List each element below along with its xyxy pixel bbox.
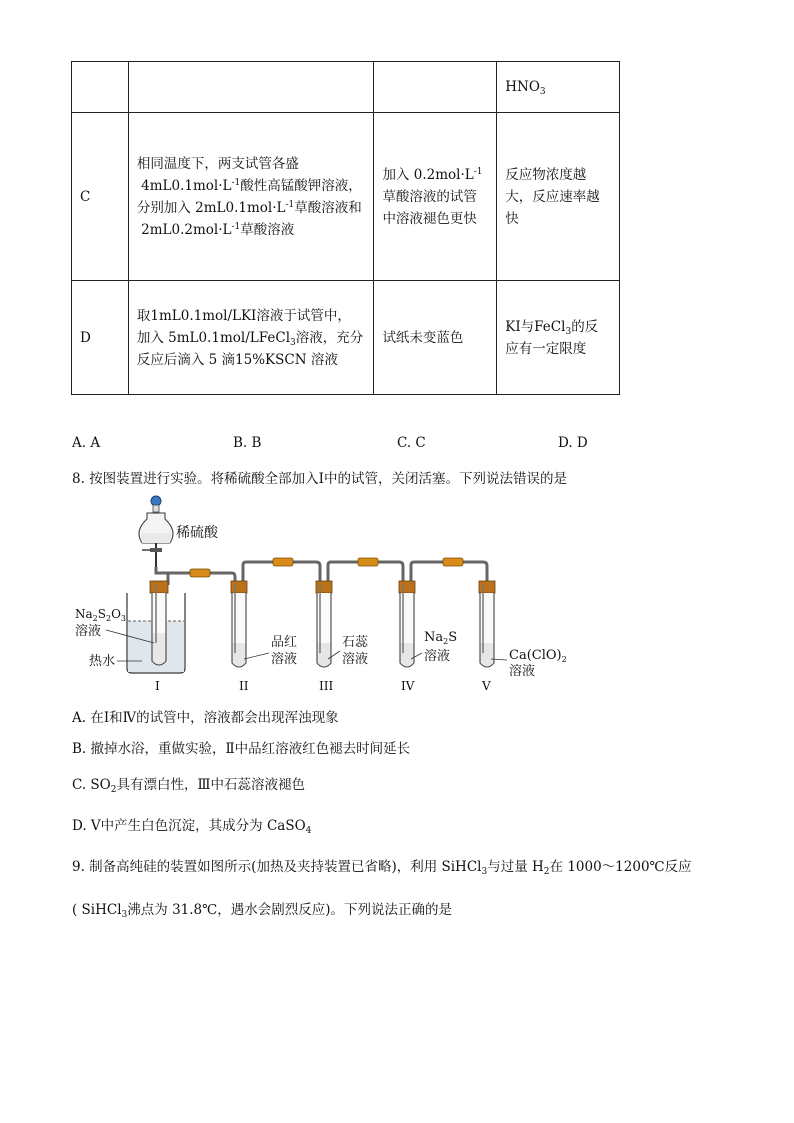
option-c[interactable]: C. C — [397, 435, 426, 451]
hno3-text: HNO — [505, 79, 540, 95]
hot-water-label: 热水 — [89, 654, 116, 669]
test-tube-III — [316, 581, 332, 667]
tube-label-III: III — [319, 679, 334, 693]
conclusion-d: KI与FeCl$_3$的反 应有一定限度 — [497, 281, 620, 395]
solution-label-III: 溶液 — [342, 652, 369, 667]
test-tube-II — [231, 581, 247, 667]
acid-label: 稀硫酸 — [176, 525, 218, 541]
row-label-d: D — [72, 281, 129, 395]
q9-stem-line2: ( SiHCl$_3$沸点为 31.8℃，遇水会剧烈反应)。下列说法正确的是 — [72, 902, 452, 920]
tube-label-I: I — [155, 679, 160, 693]
beaker-tube-I — [127, 581, 185, 673]
table-row — [72, 62, 620, 113]
q8-option-c[interactable]: C. $SO_2$具有漂白性，Ⅲ中石蕊溶液褪色 — [72, 777, 306, 795]
operation-c: 相同温度下，两支试管各盛 $4mL0.1mol\cdot L^{-1}$酸性高锰酸钾溶液， 分别加入 $2mL0.1mol\cdot L^{-1}$草酸溶液和 $2mL0.2mol\cdot L^{-1}$草酸溶液 — [128, 113, 374, 281]
tube-label-IV: IV — [401, 679, 415, 693]
shirui-label: 石蕊 — [342, 635, 369, 650]
q9-stem-line1: 9. 制备高纯硅的装置如图所示(加热及夹持装置已省略)，利用 SiHCl$_3$与过量 $H_2$在 1000～1200℃反应 — [72, 859, 692, 877]
q8-option-d[interactable]: D. Ⅴ中产生白色沉淀，其成分为 CaSO$_4$ — [72, 818, 312, 836]
table-cell — [128, 62, 374, 113]
phenomenon-d: 试纸未变蓝色 — [374, 281, 497, 395]
solution-label-II: 溶液 — [271, 652, 298, 667]
table-cell — [72, 62, 129, 113]
tube-label-II: II — [239, 679, 249, 693]
conclusion-c: 反应物浓度越 大，反应速率越 快 — [497, 113, 620, 281]
na2s-label: $Na_2S$ — [424, 630, 458, 646]
phenomenon-c: 加入 $0.2mol\cdot L^{-1}$ 草酸溶液的试管 中溶液褪色更快 — [374, 113, 497, 281]
experiment-table — [71, 61, 620, 395]
q8-option-a[interactable]: A. 在Ⅰ和Ⅳ的试管中，溶液都会出现浑浊现象 — [72, 710, 339, 726]
q7-options — [72, 435, 632, 455]
row-label-c: C — [72, 113, 129, 281]
table-row — [72, 113, 620, 281]
option-b[interactable]: B. B — [233, 435, 262, 451]
na2s2o3-label: $Na_2S_2O_3$ — [75, 607, 127, 623]
solution-label-V: 溶液 — [509, 664, 536, 679]
pinhong-label: 品红 — [271, 635, 298, 650]
separatory-funnel — [139, 496, 173, 567]
solution-label-I: 溶液 — [75, 624, 102, 639]
q8-stem: 8. 按图装置进行实验。将稀硫酸全部加入Ⅰ中的试管，关闭活塞。下列说法错误的是 — [72, 471, 568, 487]
test-tube-IV — [399, 581, 415, 667]
tube-label-V: V — [482, 679, 491, 693]
q8-option-b[interactable]: B. 撤掉水浴，重做实验，Ⅱ中品红溶液红色褪去时间延长 — [72, 741, 411, 757]
table-cell — [374, 62, 497, 113]
test-tube-V — [479, 581, 495, 667]
table-cell: $HNO_3$ — [497, 62, 620, 113]
apparatus-figure — [72, 493, 592, 698]
operation-d: 取1mL0.1mol/LKI溶液于试管中， 加入 5mL0.1mol/LFeCl$_3$溶液，充分 反应后滴入 5 滴15%KSCN 溶液 — [128, 281, 374, 395]
option-d[interactable]: D. D — [558, 435, 588, 451]
table-row — [72, 281, 620, 395]
option-a[interactable]: A. A — [72, 435, 101, 451]
caclo2-label: $Ca(ClO)_2$ — [509, 648, 567, 664]
solution-label-IV: 溶液 — [424, 649, 451, 664]
